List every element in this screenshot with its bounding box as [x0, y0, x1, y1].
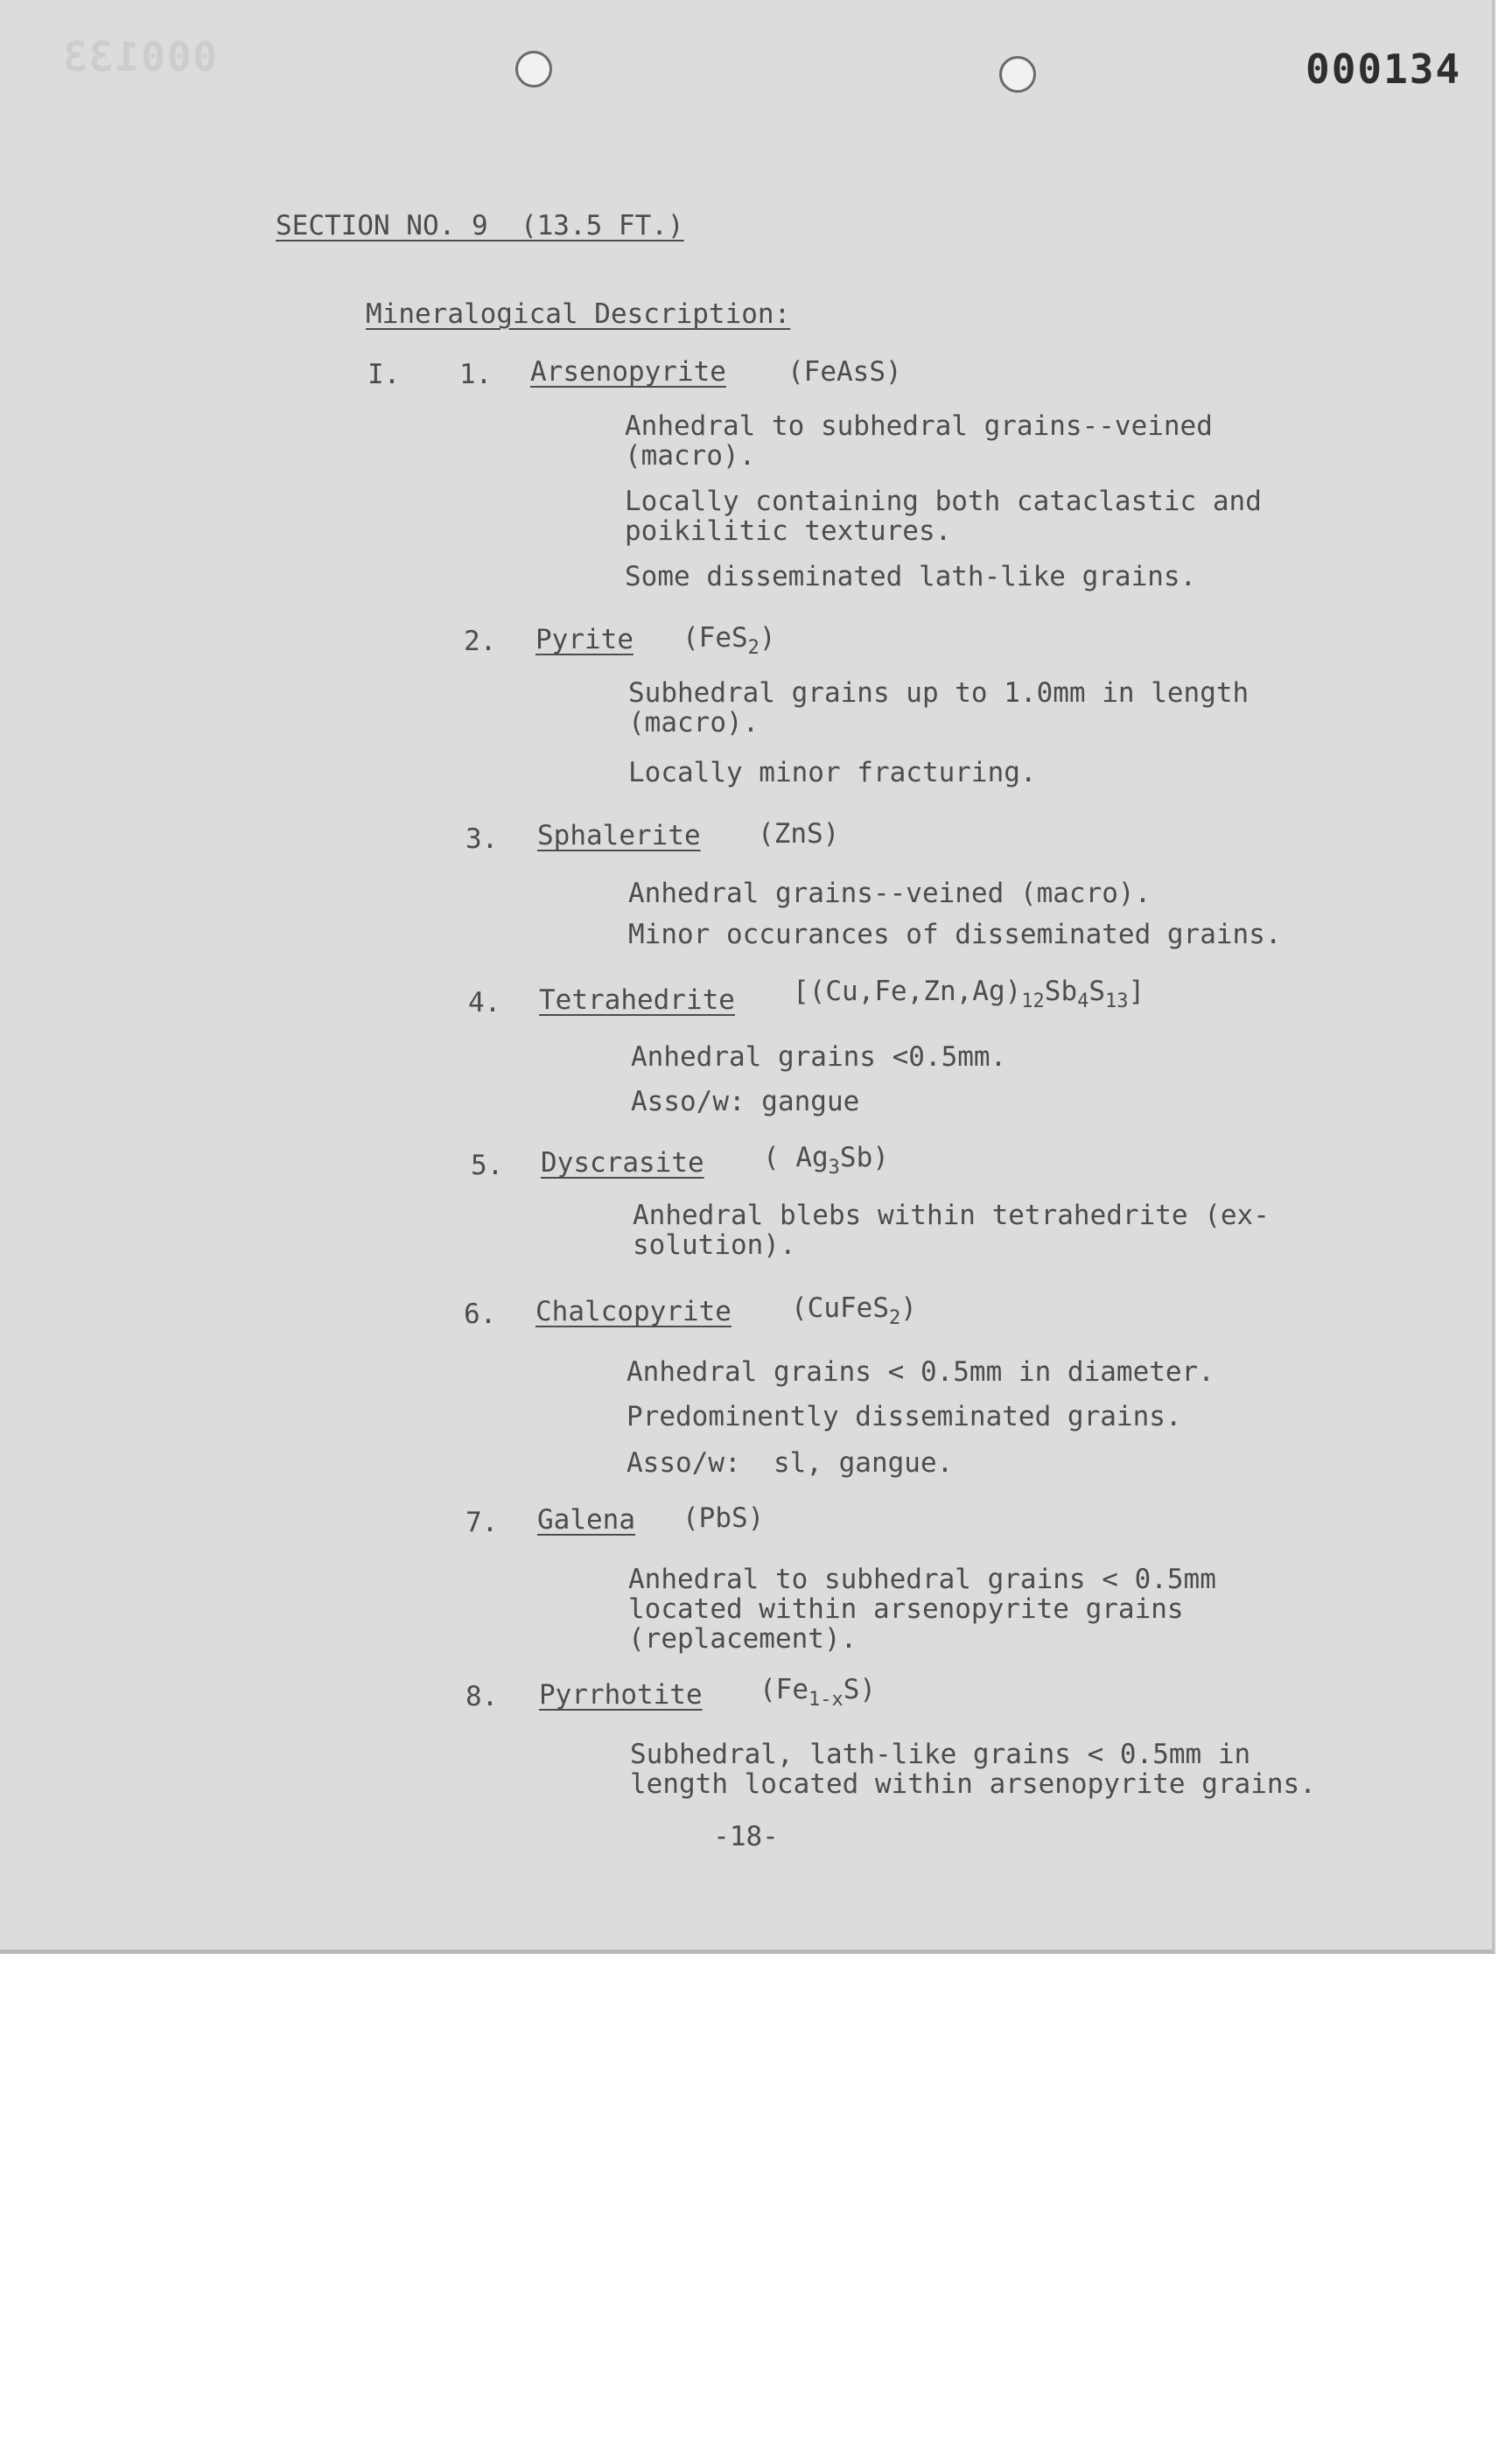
- mineral-name: Tetrahedrite: [539, 984, 735, 1016]
- punch-hole-right: [999, 56, 1036, 93]
- mineral-formula: ( $Ag_3Sb$): [763, 1142, 889, 1179]
- page-footer-number: -18-: [713, 1821, 779, 1852]
- punch-hole-left: [515, 51, 552, 88]
- mineral-description: Anhedral grains <0.5mm.: [631, 1041, 1007, 1073]
- mineral-name: Galena: [537, 1504, 635, 1536]
- mineral-description: Subhedral grains up to 1.0mm in length (macro).: [628, 677, 1250, 738]
- mineral-name: Arsenopyrite: [530, 356, 726, 388]
- item-number: 3.: [466, 823, 499, 855]
- mineral-description: Anhedral grains--veined (macro).: [628, 878, 1152, 909]
- mineral-description: Anhedral to subhedral grains < 0.5mm located within arsenopyrite grains (replacement).: [628, 1564, 1216, 1655]
- mineral-formula: $(Fe_{1-x}S)$: [760, 1674, 877, 1711]
- item-number: 8.: [466, 1681, 499, 1712]
- mineral-name: Chalcopyrite: [536, 1296, 732, 1327]
- item-number: 6.: [464, 1298, 497, 1330]
- mineral-formula: (PbS): [682, 1502, 765, 1534]
- mineral-description: Subhedral, lath-like grains < 0.5mm in length located within arsenopyrite grains.: [630, 1739, 1316, 1800]
- mineral-formula: $[(Cu,Fe,Zn,Ag)_{12}Sb_4S_{13}]$: [793, 976, 1145, 1012]
- roman-numeral: I.: [368, 359, 401, 390]
- mineral-description: Anhedral to subhedral grains--veined (macro).: [625, 410, 1213, 472]
- mineral-description: Minor occurances of disseminated grains.: [628, 919, 1282, 950]
- section-title: SECTION NO. 9 (13.5 FT.): [276, 210, 684, 242]
- mineral-description: Locally minor fracturing.: [628, 757, 1037, 788]
- mineral-formula: (FeS$_2$): [682, 622, 776, 659]
- item-number: 5.: [471, 1150, 504, 1181]
- mineral-description: Some disseminated lath-like grains.: [625, 561, 1197, 592]
- mineral-name: Dyscrasite: [541, 1147, 704, 1179]
- mineral-name: Pyrrhotite: [539, 1679, 703, 1711]
- mineral-formula: (CuFeS$_2$): [791, 1292, 917, 1329]
- mineral-name: Sphalerite: [537, 820, 701, 851]
- subtitle: Mineralogical Description:: [366, 298, 791, 330]
- item-number: 1.: [459, 359, 493, 390]
- mineral-name: Pyrite: [536, 624, 634, 655]
- bleedthrough-number: 000133: [61, 33, 218, 80]
- mineral-description: Locally containing both cataclastic and poikilitic textures.: [625, 486, 1262, 547]
- mineral-description: Predominently disseminated grains.: [626, 1401, 1182, 1432]
- mineral-description: Anhedral blebs within tetrahedrite (ex- solution).: [633, 1200, 1270, 1261]
- mineral-description: Asso/w: sl, gangue.: [626, 1447, 954, 1479]
- item-number: 4.: [468, 987, 501, 1018]
- mineral-formula: (ZnS): [758, 818, 840, 850]
- mineral-description: Asso/w: gangue: [631, 1086, 860, 1117]
- mineral-description: Anhedral grains < 0.5mm in diameter.: [626, 1356, 1214, 1388]
- document-number: 000134: [1306, 46, 1462, 93]
- item-number: 2.: [464, 626, 497, 657]
- mineral-formula: (FeAsS): [788, 356, 902, 388]
- item-number: 7.: [466, 1507, 499, 1538]
